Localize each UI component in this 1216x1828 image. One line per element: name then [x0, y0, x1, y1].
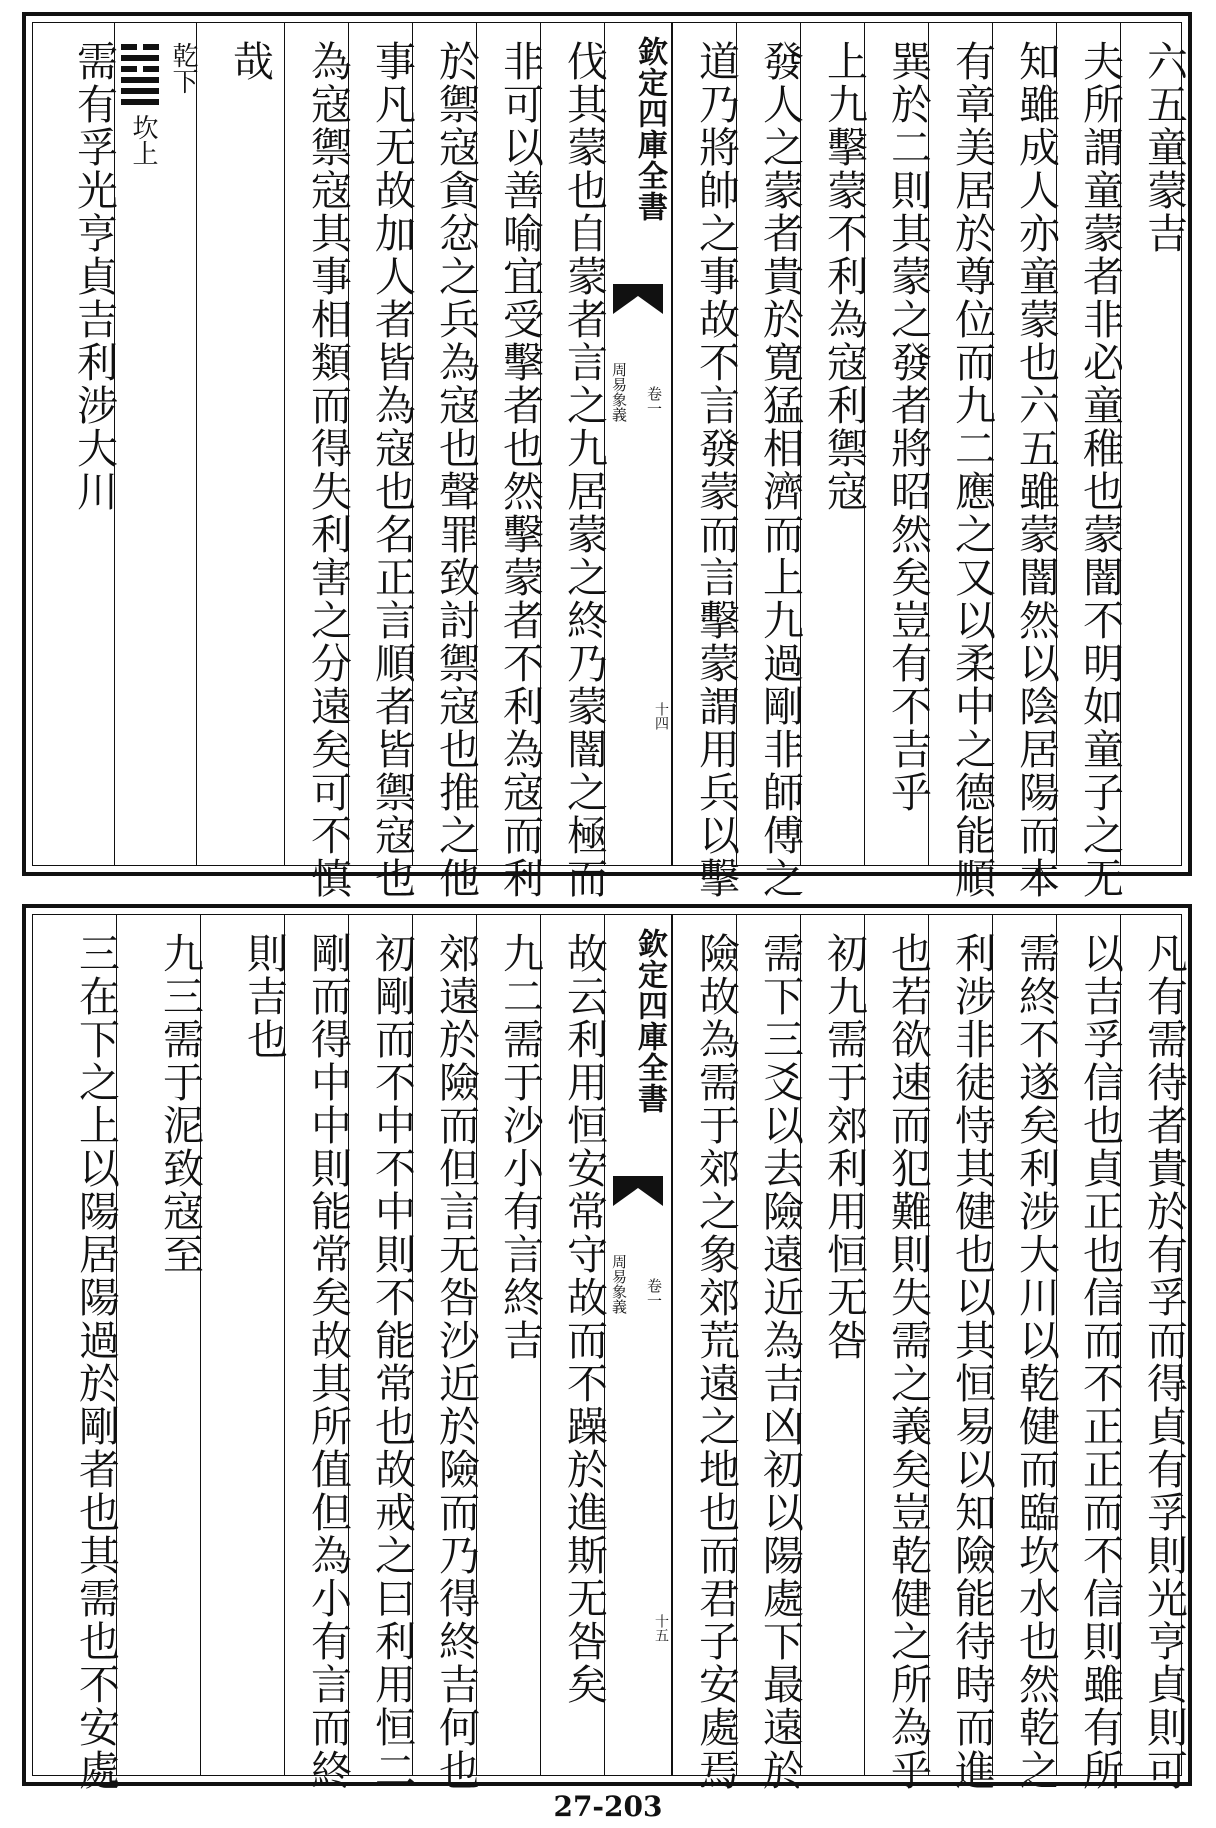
text-column: [284, 914, 352, 1792]
text-column: [412, 914, 480, 1792]
bottom-page: [22, 904, 1192, 1792]
column-text: 初九需于郊利用恒无咎: [820, 932, 868, 1362]
book-title: 周易象義: [610, 1254, 628, 1314]
text-column: [1120, 914, 1188, 1792]
column-text: 則吉也: [240, 932, 288, 1061]
text-column: [1056, 22, 1124, 900]
column-text: 哉: [226, 40, 274, 83]
text-column: [32, 22, 118, 866]
column-text: 初剛而不中不中則不能常也故戒之曰利用恒二: [368, 932, 416, 1792]
text-column: [412, 22, 480, 900]
column-text: 以吉孚信也貞正也信而不正正而不信則雖有所: [1076, 932, 1124, 1792]
book-title: 周易象義: [610, 362, 628, 422]
column-text: 三在下之上以陽居陽過於剛者也其需也不安處: [72, 932, 120, 1792]
column-text: 有章美居於尊位而九二應之又以柔中之德能順: [948, 40, 996, 900]
text-column: [800, 914, 868, 1776]
text-column: [864, 22, 932, 866]
text-column: [736, 22, 804, 900]
column-text: 伐其蒙也自蒙者言之九居蒙之終乃蒙闇之極而: [560, 40, 608, 900]
column-text: 九二需于沙小有言終吉: [496, 932, 544, 1362]
text-column: [476, 22, 544, 900]
page-number: 十五: [653, 1614, 669, 1642]
text-column: [800, 22, 868, 866]
hexagram-column: [114, 22, 196, 866]
column-text: 於禦寇貪忿之兵為寇也聲罪致討禦寇也推之他: [432, 40, 480, 900]
text-column: [928, 22, 996, 900]
library-title: 欽定四庫全書: [632, 928, 667, 1114]
text-column: [540, 914, 608, 1776]
page-number: 十四: [653, 702, 669, 730]
text-column: [736, 914, 804, 1792]
column-text: 非可以善喻宜受擊者也然擊蒙者不利為寇而利: [496, 40, 544, 900]
text-column: [864, 914, 932, 1792]
text-column: [196, 22, 284, 866]
column-text: 六五童蒙吉: [1140, 40, 1188, 255]
fish-tail-mark: [613, 284, 663, 314]
library-title: 欽定四庫全書: [632, 36, 667, 222]
text-column: [284, 22, 352, 900]
column-text: 故云利用恒安常守故而不躁於進斯无咎矣: [560, 932, 608, 1706]
text-column: [116, 914, 204, 1776]
column-text: 需下三爻以去險遠近為吉凶初以陽處下最遠於: [756, 932, 804, 1792]
text-column: [992, 22, 1060, 900]
column-text: 事凡无故加人者皆為寇也名正言順者皆禦寇也: [368, 40, 416, 900]
text-column: [348, 22, 416, 900]
column-text: 需終不遂矣利涉大川以乾健而臨坎水也然乾之: [1012, 932, 1060, 1792]
column-text: 上九擊蒙不利為寇利禦寇: [820, 40, 868, 513]
top-page: [22, 12, 1192, 900]
text-column: [348, 914, 416, 1792]
text-column: [992, 914, 1060, 1792]
footer-page-code: 27-203: [553, 1790, 663, 1823]
text-column: [1120, 22, 1188, 866]
trigram-lower: 坎上: [128, 114, 158, 166]
center-heading-column: [604, 22, 672, 866]
volume-label: 卷一: [645, 386, 663, 416]
column-text: 為寇禦寇其事相類而得失利害之分遠矣可不慎: [304, 40, 352, 900]
column-text: 險故為需于郊之象郊荒遠之地也而君子安處焉: [692, 932, 740, 1792]
column-text: 也若欲速而犯難則失需之義矣豈乾健之所為乎: [884, 932, 932, 1792]
volume-label: 卷一: [645, 1278, 663, 1308]
fish-tail-mark: [613, 1176, 663, 1206]
column-text: 巽於二則其蒙之發者將昭然矣豈有不吉乎: [884, 40, 932, 814]
text-column: [32, 914, 120, 1792]
text-column: [476, 914, 544, 1776]
text-column: [672, 914, 740, 1792]
text-column: [540, 22, 608, 900]
column-text: 利涉非徒恃其健也以其恒易以知險能待時而進: [948, 932, 996, 1792]
trigram-upper: 乾下: [168, 42, 198, 94]
column-text: 九三需于泥致寇至: [156, 932, 204, 1276]
column-text: 知雖成人亦童蒙也六五雖蒙闇然以陰居陽而本: [1012, 40, 1060, 900]
text-column: [1056, 914, 1124, 1792]
hexagram-icon: [121, 44, 159, 110]
column-text: 道乃將帥之事故不言發蒙而言擊蒙謂用兵以擊: [692, 40, 740, 900]
column-text: 剛而得中中則能常矣故其所值但為小有言而終: [304, 932, 352, 1792]
column-text: 夫所謂童蒙者非必童稚也蒙闇不明如童子之无: [1076, 40, 1124, 900]
text-column: [672, 22, 740, 900]
center-heading-column: [604, 914, 672, 1776]
text-column: [928, 914, 996, 1792]
column-text: 郊遠於險而但言无咎沙近於險而乃得終吉何也: [432, 932, 480, 1792]
text-column: [200, 914, 288, 1776]
column-text: 需有孚光亨貞吉利涉大川: [70, 40, 118, 513]
column-text: 凡有需待者貴於有孚而得貞有孚則光亨貞則可: [1140, 932, 1188, 1792]
column-text: 發人之蒙者貴於寛猛相濟而上九過剛非師傅之: [756, 40, 804, 900]
